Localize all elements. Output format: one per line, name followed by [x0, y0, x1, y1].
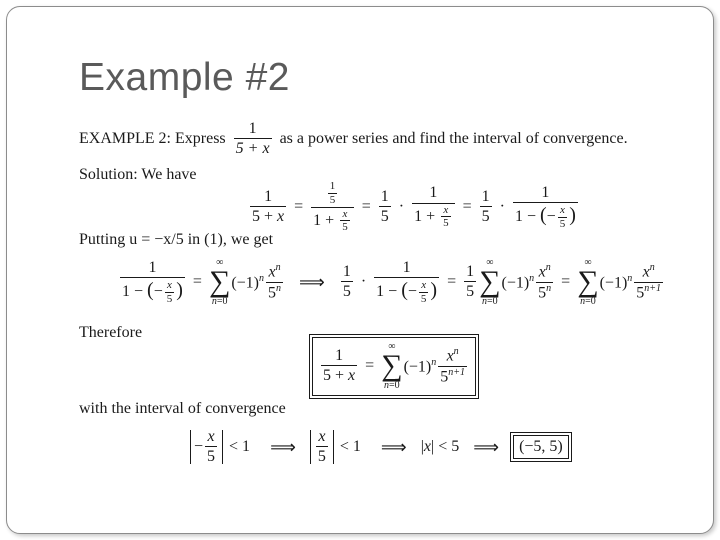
interval-text: with the interval of convergence	[79, 400, 286, 417]
putting-text: Putting u = −x/5 in (1), we get	[79, 231, 274, 248]
example-prefix: EXAMPLE 2: Express	[79, 130, 226, 148]
example-suffix: as a power series and find the interval of convergence.	[279, 130, 628, 148]
equation-1: $\frac{1}{5 + x}$ = $\frac{1}{5}$ 1 + $\frac{x}{5}$ = $\frac{1}{5}$ · 1 1 + $\frac{x}{5}$ = $\frac{1}{5}$ · 1 1 − (− $\frac{x}{5}$ )	[252, 180, 576, 234]
solution-label: Solution: We have	[79, 166, 197, 183]
example-statement	[79, 120, 628, 159]
therefore-text: Therefore	[79, 324, 143, 341]
boxed-equation: $\frac{1}{5 + x}$ = ∞ ∑ n=0 $(-1)^n$ $x^n$ $5^{n+1}$	[312, 337, 476, 396]
interval-derivation: − x 5 < 1 ⟹ x 5 < 1 ⟹ |x| < 5 ⟹ (−5, 5)	[190, 430, 569, 464]
example-fraction-num: 1	[248, 120, 257, 137]
slide-title: Example #2	[79, 56, 290, 99]
example-fraction	[234, 120, 272, 159]
interval-result: (−5, 5)	[513, 435, 569, 459]
equation-2: 1 1 − (− $\frac{x}{5}$ ) = ∞ ∑ n=0 $(-1)^n$ $x^n$ 5$^n$ ⟹ 1 5 · 1 1 − (− $\frac{x}{5}$ ) = $\frac{1}{5}$ ∞ ∑ n=0 $(-1)^n$ $\frac{x^n}{5^n}$ = ∞ ∑ n=0 $(-1)^n$ $x^n$ $5^{n+1}$	[122, 257, 662, 307]
example-fraction-den: 5 + x	[235, 140, 270, 158]
